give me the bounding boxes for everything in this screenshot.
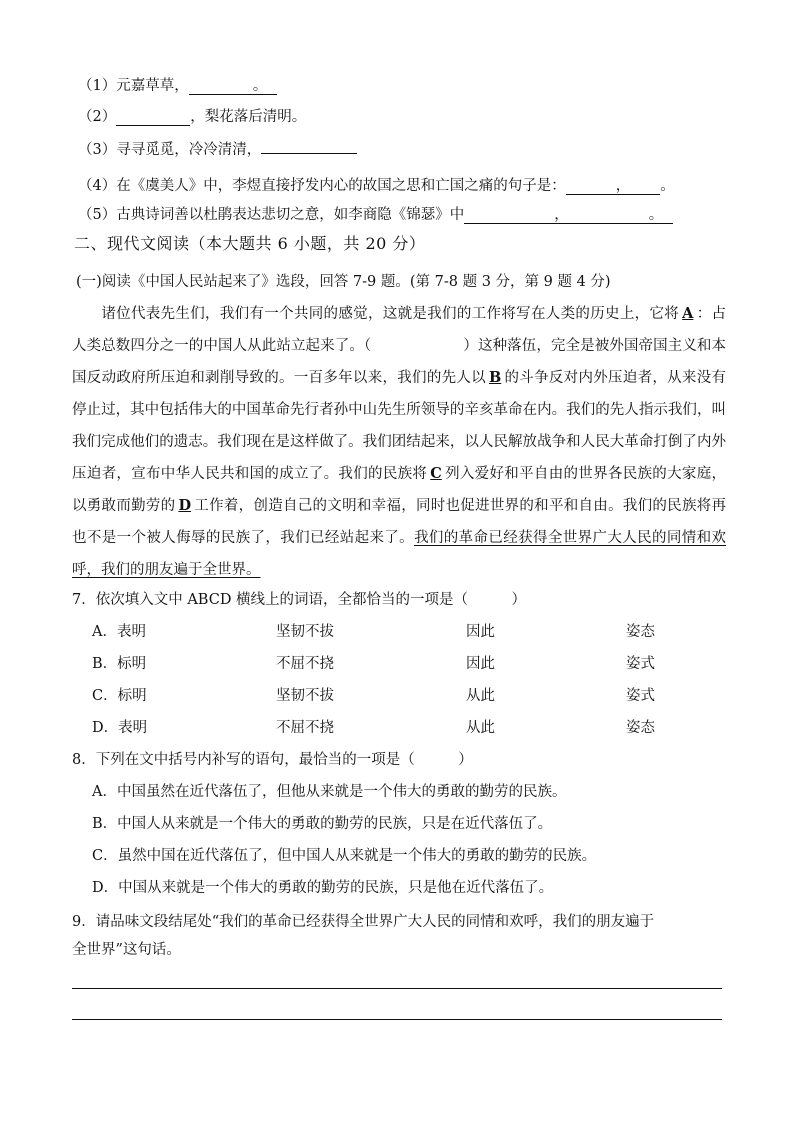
item-number: （2） xyxy=(78,109,117,125)
option-word-c: 从此 xyxy=(466,720,495,736)
item-text: 元嘉草草， xyxy=(116,78,189,94)
passage-body: 诸位代表先生们，我们有一个共同的感觉，这就是我们的工作将写在人类的历史上，它将 A ：占人类总数四分之一的中国人从此站立起来了。（ ）这种落伍，完全是被外国帝国主义和本国反动政府所压迫和剥削导致的。一百多年以来，我们的先人以 B 的斗争反对内外压迫者，从来没有停止过，其中包括伟大的中国革命先行者孙中山先生所领导的辛亥革命在内。我们的先人指示我们，叫我们完成他们的遗志。我们现在是这样做了。我们团结起来，以人民解放战争和人民大革命打倒了内外压迫者，宣布中华人民共和国的成立了。我们的民族将 C 列入爱好和平自由的世界各民族的大家庭，以勇敢而勤劳的 D 工作着，创造自己的文明和幸福，同时也促进世界的和平和自由。我们的民族将再也不是一个被人侮辱的民族了，我们已经站起来了。我们的革命已经获得全世界广大人民的同情和欢呼，我们的朋友遍于全世界。 xyxy=(72,298,726,586)
option-word-d: 姿态 xyxy=(626,624,655,640)
answer-blank[interactable]: ， xyxy=(566,178,661,195)
recite-item-2 xyxy=(78,107,728,127)
option-word-b: 不屈不挠 xyxy=(276,656,334,672)
recite-item-1 xyxy=(78,76,728,96)
q8-option-a[interactable]: A．中国虽然在近代落伍了，但他从来就是一个伟大的勇敢的勤劳的民族。 xyxy=(92,784,567,800)
answer-blank[interactable]: 。 xyxy=(189,78,278,95)
option-word-d: 姿式 xyxy=(626,688,655,704)
option-word-c: 因此 xyxy=(466,624,495,640)
answer-line-1[interactable] xyxy=(72,988,722,989)
option-word-c: 因此 xyxy=(466,656,495,672)
q9-stem-line1: 9．请品味文段结尾处“我们的革命已经获得全世界广大人民的同情和欢呼，我们的朋友遍于 xyxy=(72,914,655,930)
q8-option-c[interactable]: C．虽然中国在近代落伍了，但中国人从来就是一个伟大的勇敢的勤劳的民族。 xyxy=(92,848,597,864)
option-word-b: 坚韧不拔 xyxy=(276,624,334,640)
option-label: B．标明 xyxy=(92,656,147,672)
bracket-blank[interactable] xyxy=(371,336,463,350)
option-word-c: 从此 xyxy=(466,688,495,704)
underlined-sentence: 我们的革命已经获得全世界广大人民的同情和欢呼，我们的朋友遍于全世界。 xyxy=(72,530,727,578)
item-number: （1） xyxy=(78,78,117,94)
option-word-b: 不屈不挠 xyxy=(276,720,334,736)
item-number: （4） xyxy=(78,178,117,194)
item-text: ，梨花落后清明。 xyxy=(190,109,307,125)
item-number: （3） xyxy=(78,142,117,158)
q9-stem-line2: 全世界”这句话。 xyxy=(72,942,181,958)
item-number: （5） xyxy=(78,207,117,223)
recite-item-5 xyxy=(78,205,728,225)
item-text: 古典诗词善以杜鹃表达悲切之意，如李商隐《锦瑟》中 xyxy=(116,207,465,223)
section-title: 二、现代文阅读（本大题共 6 小题，共 20 分） xyxy=(74,234,426,253)
answer-blank[interactable]: ， 。 xyxy=(464,207,673,224)
option-word-d: 姿态 xyxy=(626,720,655,736)
blank-c[interactable]: C xyxy=(430,465,442,482)
answer-blank[interactable] xyxy=(116,109,190,126)
option-word-d: 姿式 xyxy=(626,656,655,672)
recite-item-3 xyxy=(78,139,728,160)
answer-line-2[interactable] xyxy=(72,1019,722,1020)
blank-a[interactable]: A xyxy=(682,305,694,322)
q8-stem: 8．下列在文中括号内补写的语句，最恰当的一项是（ ） xyxy=(72,752,473,768)
option-word-b: 坚韧不拔 xyxy=(276,688,334,704)
q8-option-d[interactable]: D．中国从来就是一个伟大的勇敢的勤劳的民族，只是他在近代落伍了。 xyxy=(92,880,554,896)
option-label: D．表明 xyxy=(92,720,148,736)
blank-b[interactable]: B xyxy=(488,369,502,386)
q8-option-b[interactable]: B．中国人从来就是一个伟大的勇敢的勤劳的民族，只是在近代落伍了。 xyxy=(92,816,553,832)
blank-d[interactable]: D xyxy=(178,497,192,514)
q7-stem: 7．依次填入文中 ABCD 横线上的词语，全都恰当的一项是（ ） xyxy=(72,592,527,608)
item-text: 在《虞美人》中，李煜直接抒发内心的故国之思和亡国之痛的句子是： xyxy=(116,178,566,194)
option-label: C．标明 xyxy=(92,688,147,704)
recite-item-4: （4）在《虞美人》中，李煜直接抒发内心的故国之思和亡国之痛的句子是： ， 。 xyxy=(78,178,675,194)
passage-intro: (一)阅读《中国人民站起来了》选段，回答 7-9 题。(第 7-8 题 3 分，第 9 题 4 分) xyxy=(76,274,611,290)
answer-blank[interactable] xyxy=(261,139,357,154)
item-text: 寻寻觅觅，冷冷清清， xyxy=(116,142,262,158)
option-label: A．表明 xyxy=(92,624,146,640)
